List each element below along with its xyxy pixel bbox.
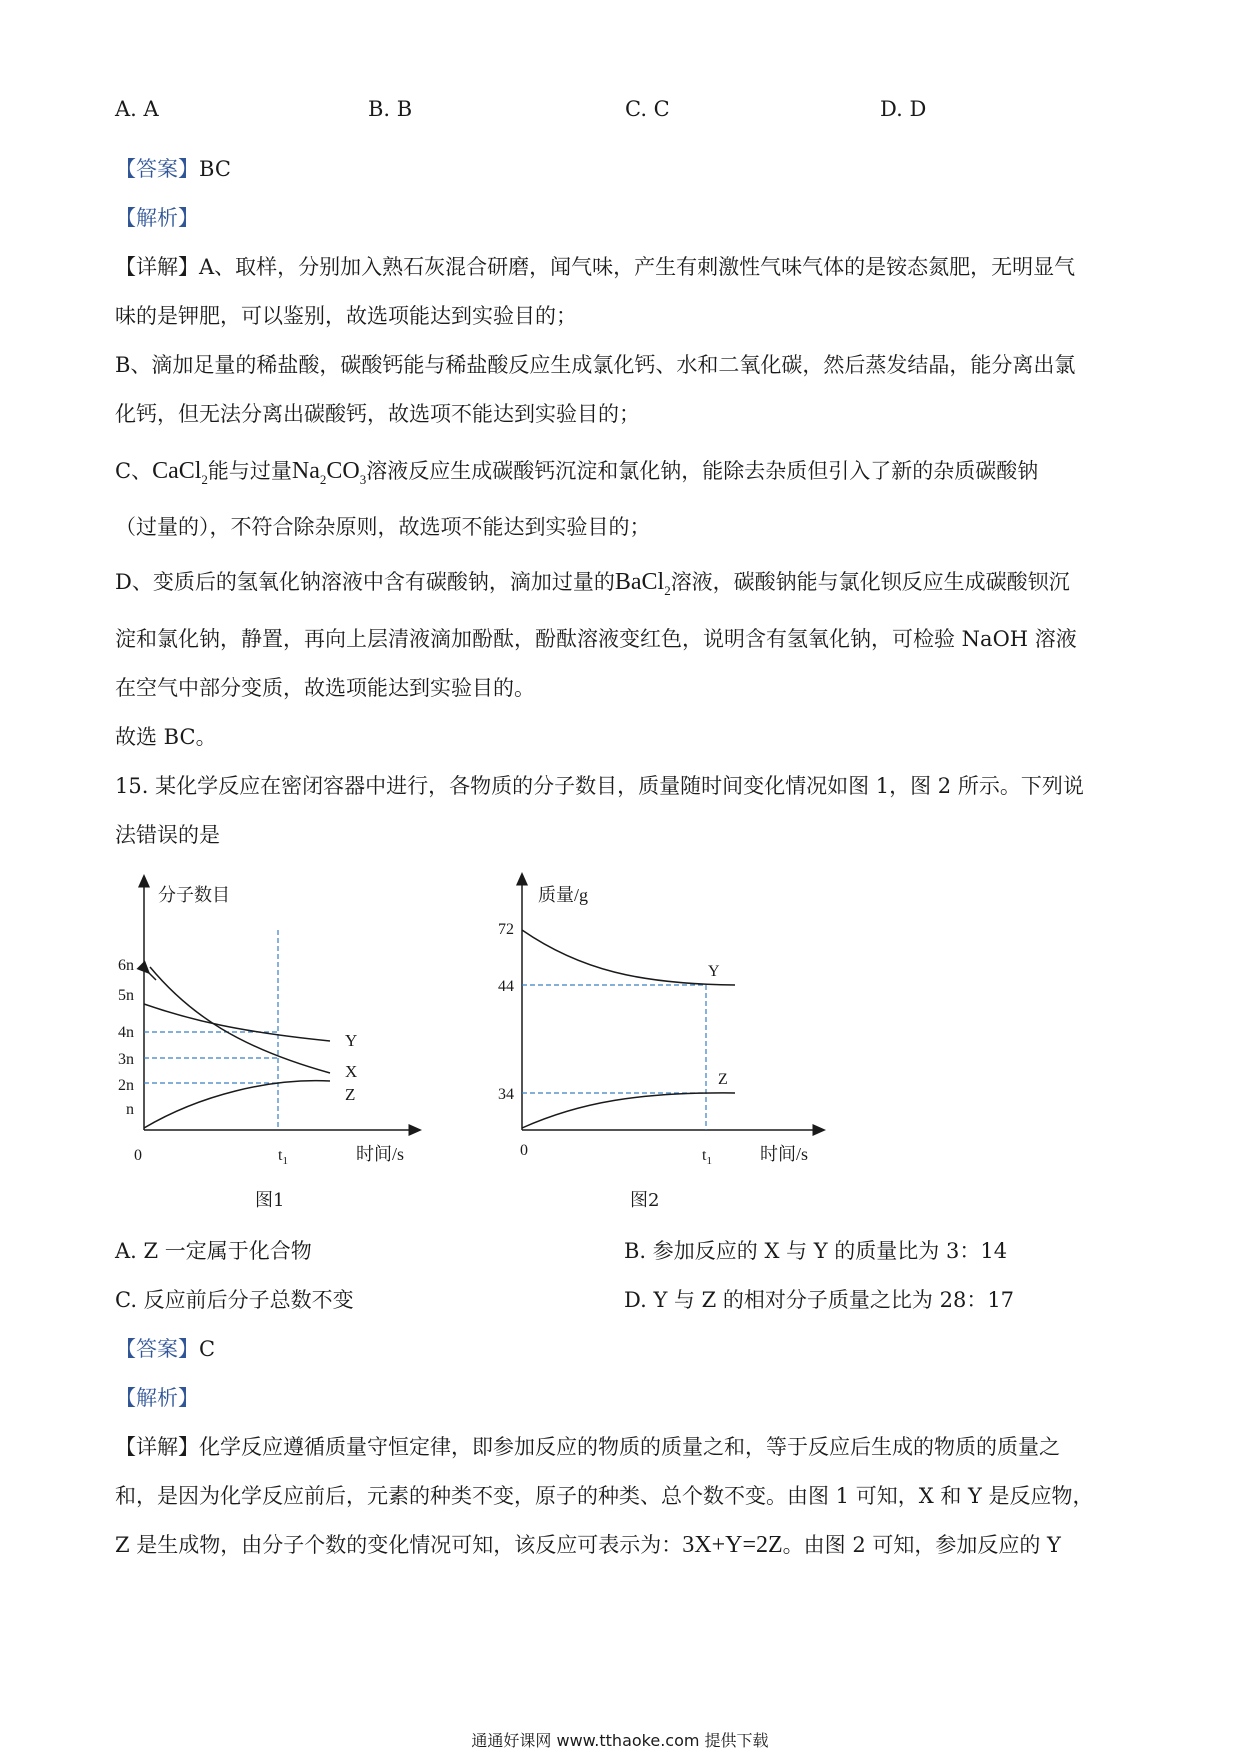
series-y-curve	[522, 930, 735, 985]
analysis-tag: 【解析】	[115, 206, 199, 230]
t1-sub: 1	[282, 1155, 288, 1167]
text: 。由图 2 可知，参加反应的 Y	[782, 1533, 1061, 1557]
t1-label	[702, 1147, 712, 1167]
subscript: 3	[359, 471, 367, 487]
detail-line-9: 在空气中部分变质，故选项能达到实验目的。	[115, 676, 535, 700]
q15-detail-line-1	[115, 1433, 1060, 1461]
option-b: B. B	[368, 97, 413, 121]
q15-option-b: B. 参加反应的 X 与 Y 的质量比为 3：14	[624, 1239, 1008, 1263]
x-axis-label: 时间/s	[356, 1144, 405, 1164]
detail-line-3: B、滴加足量的稀盐酸，碳酸钙能与稀盐酸反应生成氯化钙、水和二氧化碳，然后蒸发结晶，能分离出氯	[115, 353, 1076, 377]
y-tick-6n: 6n	[118, 957, 134, 974]
q15-detail-line-2: 和，是因为化学反应前后，元素的种类不变，原子的种类、总个数不变。由图 1 可知，X 和 Y 是反应物，	[115, 1484, 1094, 1508]
y-tick-72: 72	[498, 921, 514, 938]
reaction-equation: 3X+Y=2Z	[682, 1532, 783, 1558]
detail-line-10: 故选 BC。	[115, 725, 217, 749]
text: Z 是生成物，由分子个数的变化情况可知，该反应可表示为：	[115, 1533, 683, 1557]
formula-text: CO	[326, 458, 360, 484]
formula-text: Na	[291, 458, 320, 484]
formula-text: BaCl	[614, 569, 665, 595]
formula-cacl2	[152, 458, 208, 487]
analysis-line	[115, 204, 199, 232]
series-z-label: Z	[718, 1071, 728, 1088]
y-axis-label: 分子数目	[158, 885, 230, 905]
subscript: 2	[319, 471, 327, 487]
y-tick-5n: 5n	[118, 987, 134, 1004]
detail-tag: 【详解】	[115, 255, 199, 279]
page-footer: 通通好课网 www.tthaoke.com 提供下载	[471, 1731, 769, 1750]
detail-line-8: 淀和氯化钠，静置，再向上层清液滴加酚酞，酚酞溶液变红色，说明含有氢氧化钠，可检验 NaOH 溶液	[115, 627, 1077, 651]
t1-label	[278, 1147, 288, 1167]
q15-option-c: C. 反应前后分子总数不变	[115, 1288, 354, 1312]
figure-1-caption: 图1	[255, 1190, 285, 1211]
y-tick-4n: 4n	[118, 1024, 134, 1041]
option-c: C. C	[625, 97, 670, 121]
series-z-curve	[144, 1081, 330, 1128]
subscript: 2	[664, 582, 671, 598]
series-z-curve	[522, 1093, 735, 1128]
text: C、	[115, 459, 153, 483]
formula-na2co3	[291, 458, 367, 487]
q15-option-a: A. Z 一定属于化合物	[115, 1239, 312, 1263]
series-x-curve	[150, 967, 330, 1073]
t1-main: t	[278, 1147, 283, 1164]
series-y-label: Y	[345, 1031, 358, 1050]
detail-text: A、取样，分别加入熟石灰混合研磨，闻气味，产生有刺激性气味气体的是铵态氮肥，无明显气	[199, 255, 1076, 279]
y-tick-n: n	[126, 1101, 134, 1118]
text: 溶液，碳酸钠能与氯化钡反应生成碳酸钡沉	[670, 570, 1070, 594]
q15-stem-2: 法错误的是	[115, 823, 220, 847]
detail-line-1	[115, 253, 1075, 281]
detail-tag: 【详解】	[115, 1435, 199, 1459]
text: 能与过量	[207, 459, 292, 483]
origin-label: 0	[134, 1147, 142, 1164]
answer-value: C	[199, 1337, 216, 1361]
answer-tag: 【答案】	[115, 157, 199, 181]
formula-text: CaCl	[152, 458, 202, 484]
y-tick-34: 34	[498, 1086, 514, 1103]
y-tick-2n: 2n	[118, 1077, 134, 1094]
detail-line-6: （过量的），不符合除杂原则，故选项不能达到实验目的；	[115, 515, 651, 539]
q15-detail-line-3	[115, 1531, 1061, 1559]
answer-tag: 【答案】	[115, 1337, 199, 1361]
answer-value: BC	[199, 157, 231, 181]
y-tick-44: 44	[498, 978, 514, 995]
figure-2-caption: 图2	[630, 1190, 660, 1211]
figure-1-chart	[120, 870, 430, 1170]
detail-line-2: 味的是钾肥，可以鉴别，故选项能达到实验目的；	[115, 304, 577, 328]
analysis-tag: 【解析】	[115, 1386, 199, 1410]
t1-sub: 1	[706, 1155, 712, 1167]
q15-answer-line	[115, 1335, 215, 1363]
q15-stem-1: 15. 某化学反应在密闭容器中进行，各物质的分子数目，质量随时间变化情况如图 1，图 2 所示。下列说	[115, 774, 1084, 798]
figure-2-chart	[490, 870, 830, 1170]
series-y-curve	[144, 1004, 330, 1041]
detail-line-4: 化钙，但无法分离出碳酸钙，故选项不能达到实验目的；	[115, 402, 640, 426]
option-a: A. A	[115, 97, 159, 121]
y-axis-label: 质量/g	[538, 885, 589, 905]
origin-label: 0	[520, 1142, 528, 1159]
detail-line-5	[115, 457, 1038, 494]
answer-line	[115, 155, 231, 183]
formula-bacl2	[614, 569, 671, 598]
q15-option-d: D. Y 与 Z 的相对分子质量之比为 28：17	[624, 1288, 1015, 1312]
text: 溶液反应生成碳酸钙沉淀和氯化钠，能除去杂质但引入了新的杂质碳酸钠	[366, 459, 1039, 483]
y-tick-labels	[118, 957, 134, 1118]
series-z-label: Z	[345, 1085, 356, 1104]
detail-text: 化学反应遵循质量守恒定律，即参加反应的物质的质量之和，等于反应后生成的物质的质量之	[199, 1435, 1060, 1459]
text: D、变质后的氢氧化钠溶液中含有碳酸钠，滴加过量的	[115, 570, 615, 594]
y-tick-3n: 3n	[118, 1051, 134, 1068]
series-y-label: Y	[708, 963, 720, 980]
t1-main: t	[702, 1147, 707, 1164]
detail-line-7	[115, 568, 1070, 605]
series-x-label: X	[345, 1062, 358, 1081]
subscript: 2	[201, 471, 208, 487]
x-axis-label: 时间/s	[760, 1144, 809, 1164]
q15-analysis-line	[115, 1384, 199, 1412]
option-d: D. D	[880, 97, 927, 121]
